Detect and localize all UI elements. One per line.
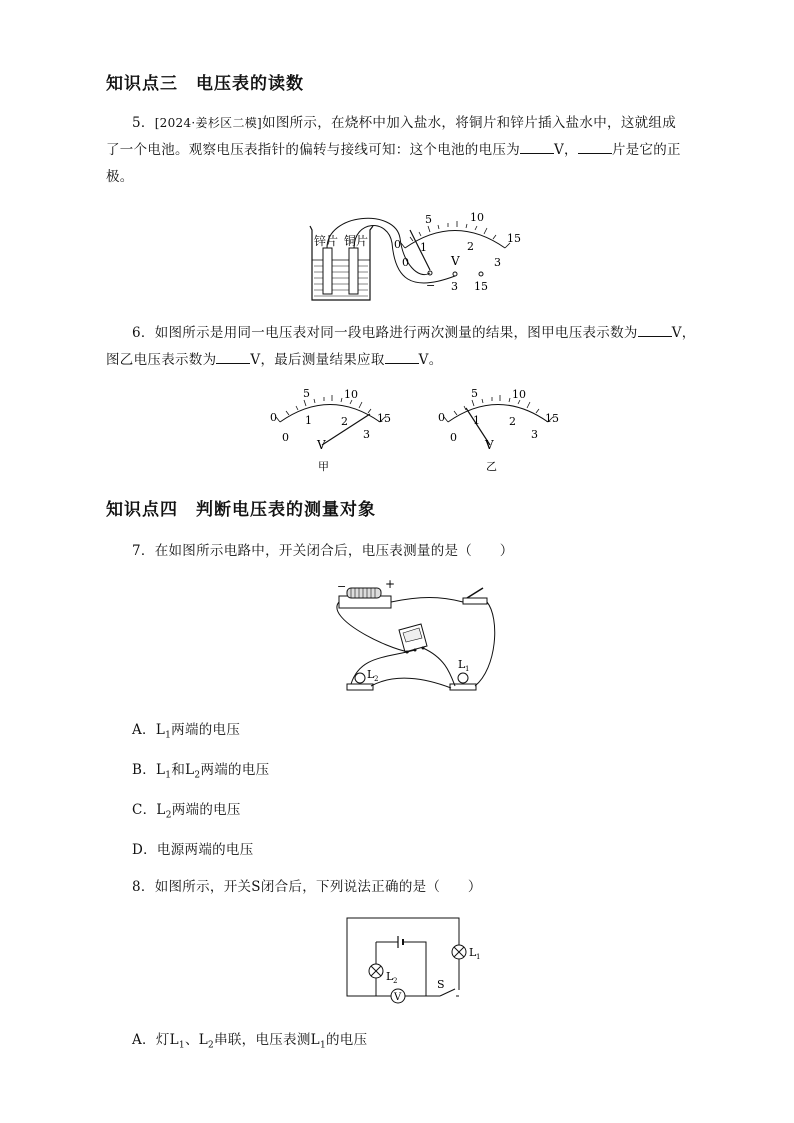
copper-label: 铜片 <box>344 234 369 248</box>
question-5 <box>106 110 706 191</box>
svg-text:5: 5 <box>303 387 310 400</box>
svg-text:3: 3 <box>531 428 538 441</box>
section-heading-3: 知识点三 电压表的读数 <box>106 74 304 94</box>
q5-text-2: 了一个电池。观察电压表指针的偏转与接线可知：这个电池的电压为 <box>106 142 520 158</box>
svg-text:1: 1 <box>476 953 481 961</box>
svg-text:0: 0 <box>402 256 409 269</box>
q5-text-1: 如图所示，在烧杯中加入盐水，将铜片和锌片插入盐水中，这就组成 <box>262 115 677 131</box>
q5-text-5: 极。 <box>106 169 134 185</box>
svg-text:0: 0 <box>270 411 277 424</box>
svg-text:5: 5 <box>471 387 478 400</box>
q8-battery <box>398 936 403 948</box>
svg-text:0: 0 <box>450 431 457 444</box>
zinc-label: 锌片 <box>314 234 339 248</box>
q7-option-c[interactable]: C．$L_2$两端的电压 <box>132 802 241 821</box>
svg-text:S: S <box>437 978 445 991</box>
q5-voltmeter-dial <box>394 211 521 293</box>
q6-dial-yi <box>438 387 559 473</box>
svg-text:1: 1 <box>465 665 470 673</box>
copper-plate <box>349 248 358 294</box>
svg-text:5: 5 <box>425 213 432 226</box>
svg-text:2: 2 <box>374 675 379 683</box>
svg-text:L: L <box>469 946 477 959</box>
q7-stem: 7．在如图所示电路中，开关闭合后，电压表测量的是（ ） <box>132 543 514 559</box>
terminal-3 <box>453 272 457 276</box>
q5-text-3: V， <box>554 142 578 158</box>
svg-text:−: − <box>337 580 347 593</box>
switch <box>463 588 487 604</box>
q6-blank-1[interactable] <box>638 322 672 337</box>
svg-text:1: 1 <box>420 241 427 254</box>
svg-text:0: 0 <box>394 238 401 251</box>
q5-blank-2[interactable] <box>578 139 612 154</box>
svg-text:2: 2 <box>467 240 474 253</box>
svg-text:3: 3 <box>494 256 501 269</box>
q5-text-4: 片是它的正 <box>611 142 681 158</box>
q7-option-b[interactable]: B．$L_1$和$L_2$两端的电压 <box>132 762 270 781</box>
svg-text:L: L <box>386 970 394 983</box>
q8-lamp-l1 <box>452 945 480 961</box>
svg-text:15: 15 <box>507 232 521 245</box>
q7-circuit-figure <box>325 578 500 698</box>
q8-option-a[interactable]: A．灯$L_1$、$L_2$串联，电压表测$L_1$的电压 <box>132 1032 368 1051</box>
svg-text:15: 15 <box>377 412 391 425</box>
q6-text-2: 图乙电压表示数为 <box>106 352 217 368</box>
q6-dial-jia <box>270 387 391 473</box>
q6-voltmeter-figures <box>260 382 590 477</box>
q6-unit-3: V。 <box>418 352 443 368</box>
caption-jia: 甲 <box>318 460 329 473</box>
svg-text:+: + <box>385 578 396 591</box>
svg-text:3: 3 <box>363 428 370 441</box>
svg-text:L: L <box>458 658 466 671</box>
q6-text-1: 6．如图所示是用同一电压表对同一段电路进行两次测量的结果，图甲电压表示数为 <box>132 325 638 341</box>
svg-text:V: V <box>394 992 402 1003</box>
q6-unit-2: V，最后测量结果应取 <box>250 352 385 368</box>
battery-holder <box>337 578 395 608</box>
svg-text:10: 10 <box>470 211 484 224</box>
voltmeter <box>399 624 427 654</box>
svg-text:2: 2 <box>393 977 398 985</box>
q5-number: 5． <box>132 115 155 131</box>
saltwater-hatching <box>314 266 368 296</box>
svg-text:−: − <box>426 279 436 292</box>
wire-copper <box>354 226 455 283</box>
caption-yi: 乙 <box>486 460 497 473</box>
q5-blank-1[interactable] <box>520 139 554 154</box>
question-6 <box>106 320 706 374</box>
q6-unit-1: V， <box>671 325 696 341</box>
q7-option-a[interactable]: A．$L_1$两端的电压 <box>132 722 241 741</box>
q8-circuit-figure <box>340 912 490 1004</box>
q6-blank-3[interactable] <box>385 349 419 364</box>
q7-option-d[interactable]: D．电源两端的电压 <box>132 842 254 858</box>
lamp-l2 <box>347 668 378 690</box>
svg-text:3: 3 <box>451 280 458 293</box>
svg-text:2: 2 <box>509 415 516 428</box>
q8-stem: 8．如图所示，开关S闭合后，下列说法正确的是（ ） <box>132 879 482 895</box>
section-heading-4: 知识点四 判断电压表的测量对象 <box>106 500 376 520</box>
zinc-plate <box>323 248 332 294</box>
svg-text:0: 0 <box>282 431 289 444</box>
svg-text:10: 10 <box>344 388 358 401</box>
svg-text:V: V <box>485 438 494 452</box>
lamp-l1 <box>450 658 476 690</box>
terminal-15 <box>479 272 483 276</box>
svg-text:15: 15 <box>545 412 559 425</box>
q8-switch <box>426 978 470 1000</box>
q5-source: [2024·姜杉区二模] <box>154 116 263 130</box>
svg-text:L: L <box>367 668 375 681</box>
svg-text:10: 10 <box>512 388 526 401</box>
svg-text:0: 0 <box>438 411 445 424</box>
q8-voltmeter <box>391 989 405 1003</box>
svg-text:1: 1 <box>473 414 480 427</box>
q8-lamp-l2 <box>369 964 397 985</box>
svg-text:V: V <box>317 438 326 452</box>
q5-battery-voltmeter-figure <box>300 208 530 308</box>
svg-text:1: 1 <box>305 414 312 427</box>
q6-blank-2[interactable] <box>216 349 250 364</box>
svg-text:15: 15 <box>474 280 488 293</box>
svg-text:2: 2 <box>341 415 348 428</box>
svg-text:V: V <box>451 254 460 268</box>
